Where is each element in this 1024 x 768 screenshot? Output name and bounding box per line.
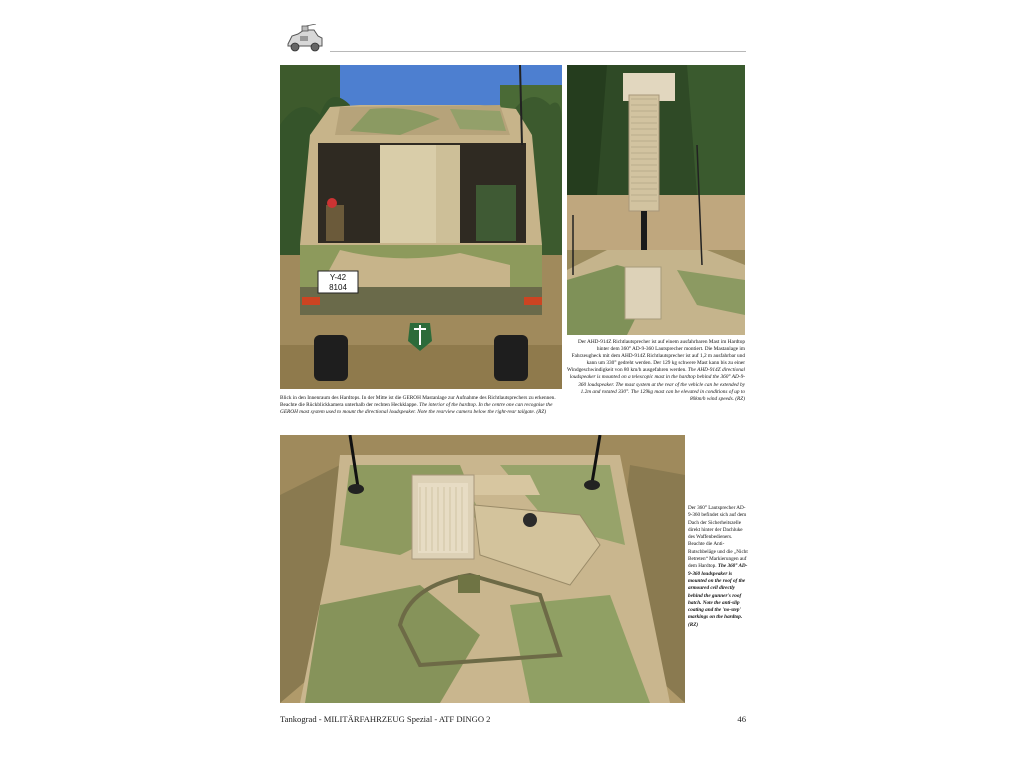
caption-rear-interior-english: The interior of the hardtop. In the centre one can recognise the GEROH mast system used to mount the directional loudspeaker. Note the rearview camera below the right-rear tailgate. (RZ) <box>280 402 553 416</box>
license-plate-line2: 8104 <box>329 283 347 292</box>
magazine-page <box>270 18 754 748</box>
license-plate-line1: Y-42 <box>329 273 347 282</box>
caption-roof-english: The 360° AD-9-360 loudspeaker is mounted on the roof of the armoured cell directly behind the gunner's roof hatch. Note the anti-slip coating and the 'no-step' markings on the hardtop. (RZ) <box>688 563 748 628</box>
photo-mast-loudspeaker <box>567 65 745 335</box>
caption-rear-interior <box>280 395 562 416</box>
footer-publication-title: Tankograd - MILITÄRFAHRZEUG Spezial - ATF DINGO 2 <box>280 714 491 724</box>
page-number: 46 <box>737 714 746 724</box>
caption-rear-interior-german: Blick in den Innenraum des Hardtops. In der Mitte ist die GEROH Mastanlage zur Aufnahme des Richtlautsprechers zu erkennen. Beachte die Rückblickkamera unterhalb der rechten Heckklappe. <box>280 395 556 409</box>
armored-vehicle-logo-icon <box>284 24 326 56</box>
caption-roof-german: Der 360° Lautsprecher AD-9-360 befindet sich auf dem Dach der Sicherheitszelle direkt hinter der Dachluke des Waffenbedieners. Beachte die Anti-Rutschbeläge und die „Nicht Betreten“ Markierungen auf dem Hardtop. <box>688 505 748 570</box>
caption-mast-loudspeaker <box>567 339 745 403</box>
caption-mast-german: Der AHD-914Z Richtlautsprecher ist auf einem ausfahrbaren Mast im Hardtop hinter dem 360° AD-9-360 Lautsprecher montiert. Die Mastanlage im Fahrzeugheck mit dem AHD-914Z Richtlautsprecher ist auf 1,2 m ausfahrbar und kann um 330° gedreht werden. Der 129 kg schwere Mast kann bis zu einer Windgeschwindigkeit von 80 km/h ausgefahren werden. <box>567 339 745 374</box>
caption-mast-english: The AHD-914Z directional loudspeaker is mounted on a telescopic mast in the hardtop behind the 360° AD-9-360 loudspeaker. The mast system at the rear of the vehicle can be extended by 1.2m and rotated 330°. The 129kg mast can be elevated in conditions of up to 80km/h wind speeds. (RZ) <box>569 367 745 402</box>
caption-roof-loudspeaker <box>688 505 748 629</box>
photo-vehicle-rear-interior <box>280 65 562 389</box>
header-rule <box>330 51 746 52</box>
photo-roof-loudspeaker <box>280 435 685 703</box>
